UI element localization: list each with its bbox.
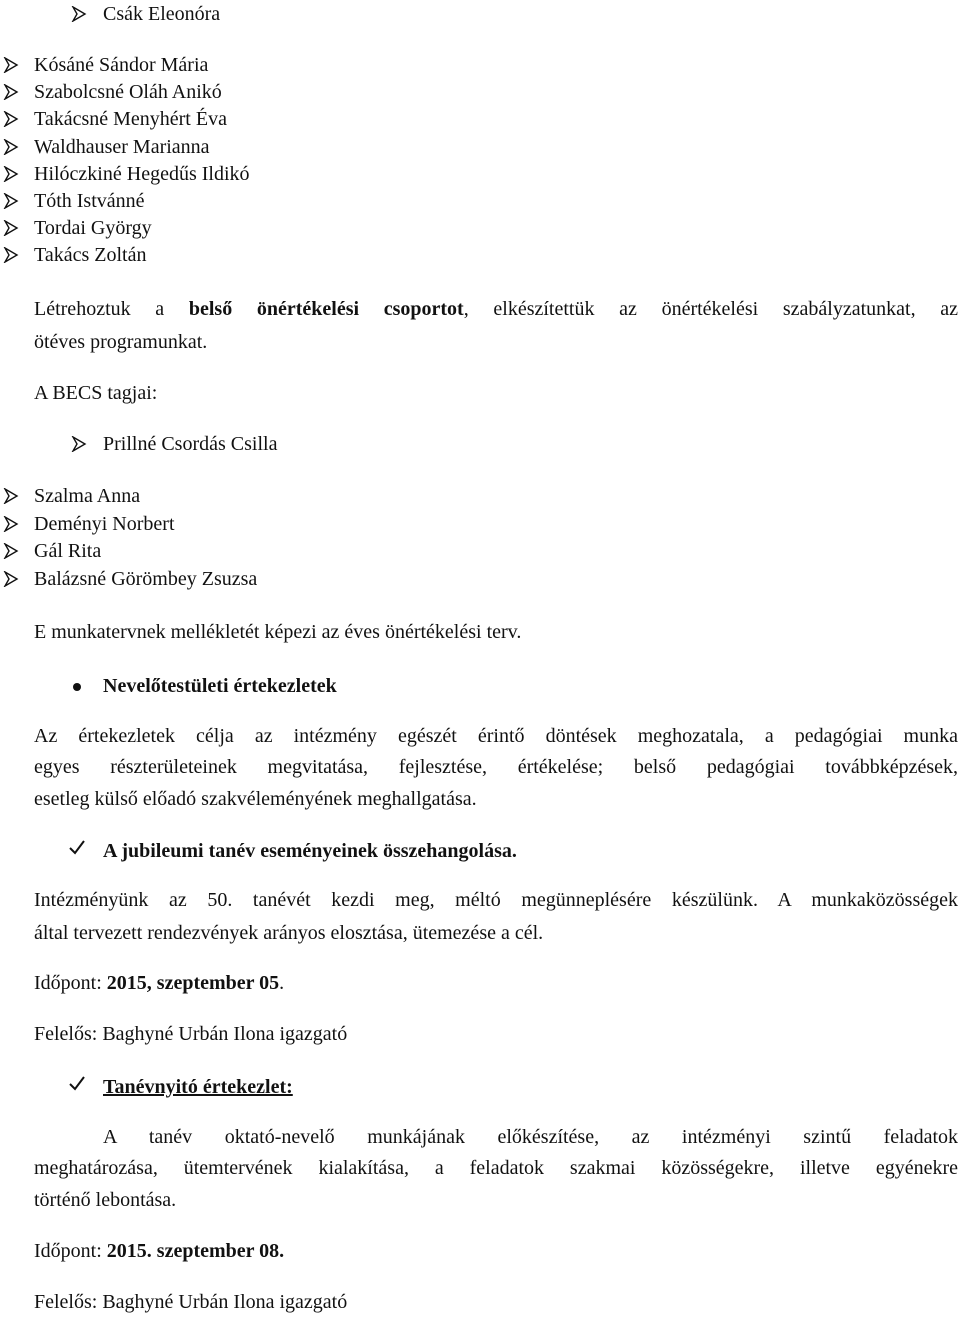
paragraph-line: által tervezett rendezvények arányos elosztása, ütemezése a cél. bbox=[34, 922, 544, 944]
responsible-line: Felelős: Baghyné Urbán Ilona igazgató bbox=[34, 1023, 348, 1045]
arrow-bullet-icon bbox=[3, 111, 19, 127]
section-heading: Tanévnyitó értekezlet: bbox=[103, 1076, 293, 1098]
arrow-bullet-icon bbox=[3, 247, 19, 263]
becs-label: A BECS tagjai: bbox=[34, 382, 158, 404]
arrow-bullet-icon bbox=[3, 139, 19, 155]
arrow-bullet-icon bbox=[3, 488, 19, 504]
paragraph-line: A tanév oktató-nevelő munkájának előkészítése, az intézményi szintű feladatok bbox=[103, 1126, 958, 1148]
appendix-note: E munkatervnek mellékletét képezi az éves önértékelési terv. bbox=[34, 621, 522, 643]
section-heading: Nevelőtestületi értekezletek bbox=[103, 675, 337, 697]
list-item: Kósáné Sándor Mária bbox=[34, 54, 209, 76]
arrow-bullet-icon bbox=[3, 84, 19, 100]
arrow-bullet-icon bbox=[3, 220, 19, 236]
paragraph-line: Intézményünk az 50. tanévét kezdi meg, méltó megünneplésére készülünk. A munkaközösségek bbox=[34, 889, 958, 911]
paragraph-line: Az értekezletek célja az intézmény egészét érintő döntések meghozatala, a pedagógiai munka bbox=[34, 725, 958, 747]
arrow-bullet-icon bbox=[3, 571, 19, 587]
paragraph-line: meghatározása, ütemtervének kialakítása, a feladatok szakmai közösségekre, illetve egyénekre bbox=[34, 1157, 958, 1179]
list-item: Waldhauser Marianna bbox=[34, 135, 210, 158]
paragraph-line: ötéves programunkat. bbox=[34, 331, 208, 353]
responsible-line: Felelős: Baghyné Urbán Ilona igazgató bbox=[34, 1291, 348, 1313]
checkmark-icon bbox=[68, 1074, 86, 1092]
time-line: Időpont: 2015, szeptember 05. bbox=[34, 972, 285, 994]
time-line: Időpont: 2015. szeptember 08. bbox=[34, 1240, 285, 1262]
arrow-bullet-icon bbox=[3, 516, 19, 532]
list-item: Tóth Istvánné bbox=[34, 190, 145, 212]
list-item: Hilóczkiné Hegedűs Ildikó bbox=[34, 162, 250, 185]
checkmark-icon bbox=[68, 838, 86, 856]
arrow-bullet-icon bbox=[71, 6, 87, 22]
arrow-bullet-icon bbox=[3, 57, 19, 73]
list-item: Balázsné Görömbey Zsuzsa bbox=[34, 567, 258, 590]
list-item: Prillné Csordás Csilla bbox=[103, 433, 278, 455]
arrow-bullet-icon bbox=[3, 543, 19, 559]
list-item: Takácsné Menyhért Éva bbox=[34, 108, 227, 131]
list-item: Deményi Norbert bbox=[34, 512, 175, 535]
section-heading: A jubileumi tanév eseményeinek összehangolása. bbox=[103, 840, 517, 862]
paragraph-line: történő lebontása. bbox=[34, 1189, 177, 1211]
bullet-dot-icon bbox=[73, 683, 81, 691]
arrow-bullet-icon bbox=[71, 436, 87, 452]
list-item: Szalma Anna bbox=[34, 485, 141, 507]
list-item: Csák Eleonóra bbox=[103, 3, 221, 25]
arrow-bullet-icon bbox=[3, 166, 19, 182]
list-item: Tordai György bbox=[34, 217, 152, 240]
paragraph-line: esetleg külső előadó szakvéleményének meghallgatása. bbox=[34, 788, 477, 810]
arrow-bullet-icon bbox=[3, 193, 19, 209]
list-item: Gál Rita bbox=[34, 540, 102, 562]
paragraph-line: egyes részterületeinek megvitatása, fejlesztése, értékelése; belső pedagógiai továbbképzések, bbox=[34, 756, 958, 778]
list-item: Szabolcsné Oláh Anikó bbox=[34, 81, 222, 104]
paragraph: Létrehoztuk a belső önértékelési csoportot, elkészítettük az önértékelési szabályzatunkat, az bbox=[34, 298, 959, 320]
list-item: Takács Zoltán bbox=[34, 244, 147, 267]
